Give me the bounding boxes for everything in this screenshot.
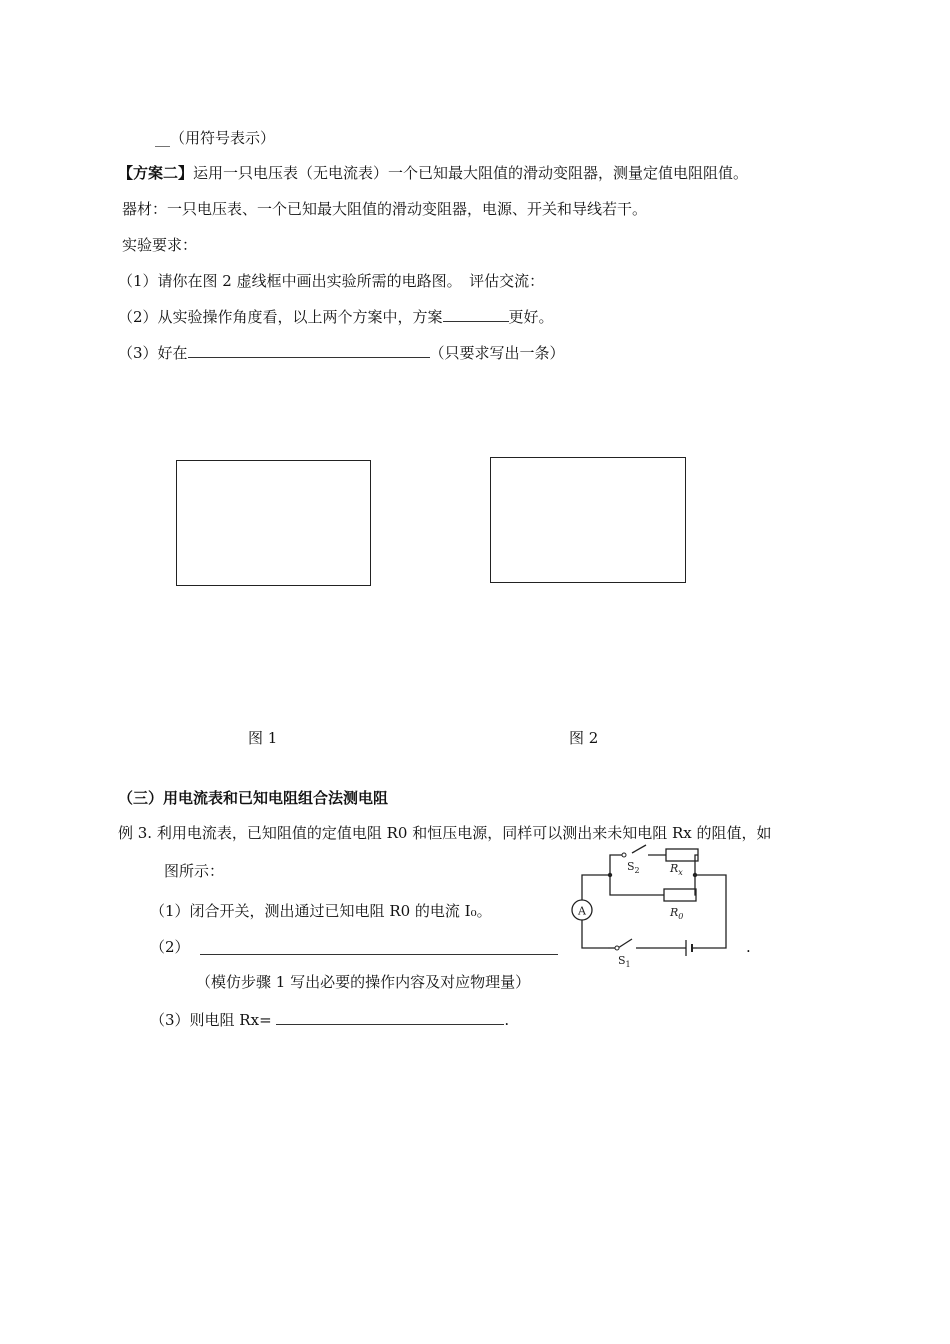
ammeter-label: A — [578, 904, 586, 918]
plan2-line — [118, 163, 748, 183]
step-1: （1）闭合开关，测出通过已知电阻 R0 的电流 I₀。 — [150, 902, 492, 920]
plan2-bracket: 【方案二】 — [118, 164, 194, 182]
question-3-tail: （只要求写出一条） — [429, 344, 565, 362]
requirement-line: 实验要求： — [122, 236, 198, 254]
step-2 — [150, 937, 190, 957]
answer-blank-step-2[interactable] — [200, 940, 558, 955]
question-3 — [118, 343, 565, 363]
step-3-dot: . — [504, 1011, 510, 1029]
rx-subscript: x — [678, 868, 683, 877]
step-2-label: （2） — [150, 938, 190, 956]
figure-1-box[interactable] — [176, 460, 371, 586]
s1-label — [618, 954, 631, 969]
question-1: （1）请你在图 2 虚线框中画出实验所需的电路图。 评估交流： — [118, 272, 545, 290]
rx-letter: R — [670, 862, 679, 875]
example-3-line-2: 图所示： — [164, 862, 225, 880]
figure-1-caption: 图 1 — [248, 729, 278, 747]
equipment-line: 器材：一只电压表、一个已知最大阻值的滑动变阻器，电源、开关和导线若干。 — [122, 200, 648, 218]
doc-line-symbol-note: __（用符号表示） — [155, 129, 276, 147]
answer-blank-reason[interactable] — [188, 343, 430, 358]
s1-subscript: 1 — [625, 960, 631, 969]
s2-letter: S — [627, 860, 635, 873]
step-3 — [150, 1010, 509, 1030]
question-3-text: （3）好在 — [118, 344, 188, 362]
circuit-diagram — [570, 840, 740, 970]
section-3-heading: （三）用电流表和已知电阻组合法测电阻 — [118, 789, 389, 807]
question-2-tail: 更好。 — [508, 308, 554, 326]
s1-letter: S — [618, 954, 626, 967]
s2-subscript: 2 — [634, 866, 640, 875]
rx-label — [669, 862, 683, 877]
step-2-note: （模仿步骤 1 写出必要的操作内容及对应物理量） — [196, 973, 531, 991]
r0-label — [669, 906, 683, 921]
answer-blank-plan[interactable] — [443, 307, 509, 322]
step-3-text: （3）则电阻 Rx= — [150, 1011, 272, 1029]
figure-2-box[interactable] — [490, 457, 686, 583]
question-2-text: （2）从实验操作角度看，以上两个方案中，方案 — [118, 308, 443, 326]
s2-label — [627, 860, 640, 875]
r0-letter: R — [670, 906, 679, 919]
answer-blank-rx[interactable] — [276, 1010, 504, 1025]
example-3-line-1: 例 3. 利用电流表，已知阻值的定值电阻 R0 和恒压电源，同样可以测出来未知电阻 Rx 的阻值，如 — [118, 824, 772, 842]
figure-2-caption: 图 2 — [569, 729, 599, 747]
question-2 — [118, 307, 554, 327]
plan2-text: 运用一只电压表（无电流表）一个已知最大阻值的滑动变阻器，测量定值电阻阻值。 — [193, 164, 749, 182]
step-2-dot: . — [746, 938, 751, 956]
r0-subscript: 0 — [678, 912, 684, 921]
